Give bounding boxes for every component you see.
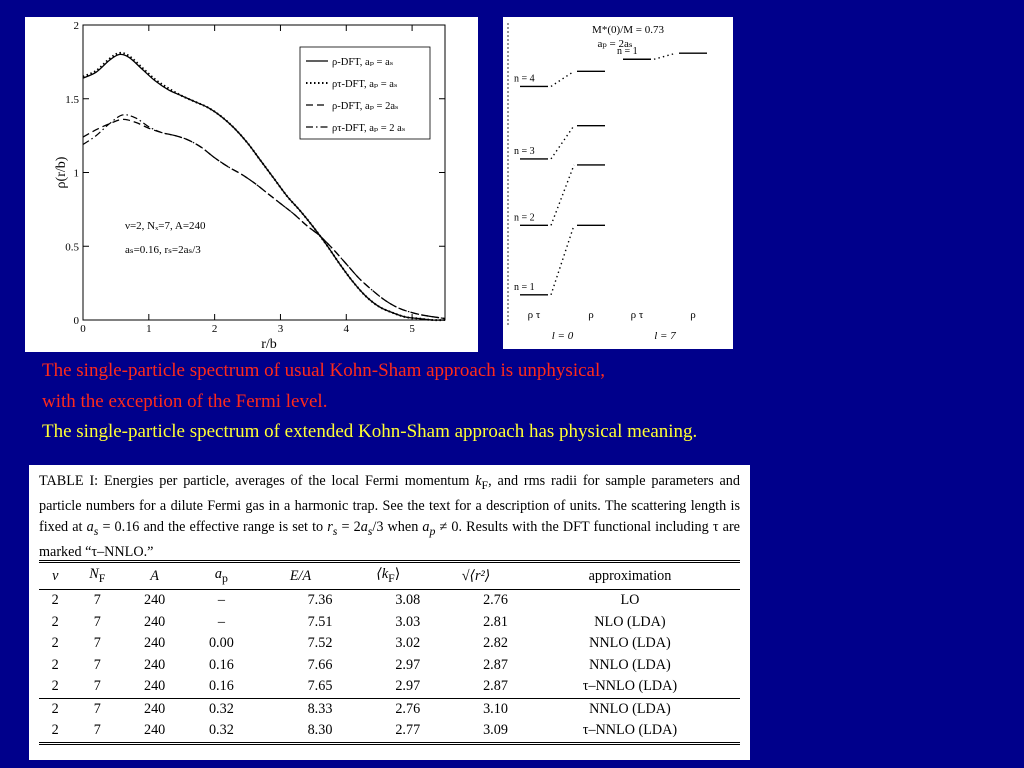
table-cell: NLO (LDA): [594, 613, 666, 630]
table-header-cell: approximation: [588, 567, 672, 584]
table-cell: 2: [51, 700, 59, 717]
level-column-label: ρ: [588, 309, 594, 321]
table-cell: 2.77: [395, 722, 421, 739]
table-header-cell: $⟨k_F⟩$: [376, 566, 401, 585]
table-cell: 0.16: [208, 656, 234, 673]
table-cell: 7.66: [307, 656, 333, 673]
table-cell: 3.03: [395, 613, 421, 630]
table-row: [39, 698, 740, 720]
table-cell: 3.08: [395, 592, 421, 609]
table-cell: NNLO (LDA): [589, 700, 671, 717]
level-label: n = 1: [514, 281, 535, 293]
table-cell: 7.52: [307, 635, 333, 652]
table-cell: 240: [143, 635, 166, 652]
params-annotation-1: ν=2, Nₓ=7, A=240: [125, 220, 206, 232]
table-cell: 7.36: [307, 592, 333, 609]
table-cell: τ–NNLO (LDA): [582, 722, 678, 739]
params-annotation-2: aₛ=0.16, rₛ=2aₛ/3: [125, 244, 201, 256]
table-cell: 3.10: [483, 700, 508, 717]
caption-line-3: The single-particle spectrum of extended Kohn-Sham approach has physical meaning.: [42, 421, 698, 442]
table-header-cell: $N_F$: [89, 566, 106, 585]
x-tick-label: 3: [277, 323, 284, 335]
x-tick-label: 4: [343, 323, 350, 335]
table-cell: 240: [143, 613, 166, 630]
table-cell: 7: [93, 678, 101, 695]
table-cell: 0.16: [208, 678, 234, 695]
table-cell: 7: [93, 592, 101, 609]
table-cell: 7.65: [307, 678, 333, 695]
table-cell: 240: [143, 722, 166, 739]
table-row: [39, 633, 740, 655]
y-tick-label: 2: [73, 20, 79, 32]
table-cell: –: [217, 613, 225, 630]
table-cell: NNLO (LDA): [589, 635, 671, 652]
table-cell: 0.32: [208, 722, 234, 739]
table-cell: 240: [143, 700, 166, 717]
table-cell: 7: [93, 613, 101, 630]
table-row: [39, 676, 740, 698]
x-tick-label: 2: [211, 323, 218, 335]
table-cell: 3.09: [483, 722, 508, 739]
y-axis-label: ρ(r/b): [54, 156, 69, 189]
table-cell: 2: [51, 613, 59, 630]
level-connector: [654, 53, 676, 59]
y-tick-label: 0: [73, 315, 79, 327]
level-connector: [551, 126, 574, 159]
table-cell: 2.76: [395, 700, 421, 717]
caption-line-1: The single-particle spectrum of usual Kohn-Sham approach is unphysical,: [42, 360, 605, 381]
level-label: n = 1: [617, 46, 638, 58]
table-row: [39, 655, 740, 677]
table-cell: 2.87: [483, 678, 508, 695]
table-caption: TABLE I: Energies per particle, averages of the local Fermi momentum $k_F$, and rms radii for sample parameters and particle numbers for a dilute Fermi gas in a harmonic trap. See the text for a description of units. The scattering length is fixed at $a_s = 0.16$ and the effective range is set to $r_s = 2a_s/3$ when $a_p \ne 0$. Results with the DFT functional including τ are marked “τ–NNLO.”: [39, 473, 740, 561]
table-cell: 240: [143, 678, 166, 695]
table-cell: 8.30: [307, 722, 333, 739]
table-header-cell: √⟨r²⟩: [461, 567, 491, 584]
series-line-4: [83, 115, 445, 319]
table-header-cell: A: [150, 567, 159, 584]
table-cell: τ–NNLO (LDA): [582, 678, 678, 695]
legend-label-3: ρ-DFT, aₚ = 2aₛ: [332, 101, 399, 112]
x-tick-label: 5: [409, 323, 415, 335]
table-row: [39, 612, 740, 634]
density-profile-svg: [25, 17, 478, 352]
level-label: n = 3: [514, 145, 535, 157]
level-column-label: ρ: [690, 309, 696, 321]
table-cell: 2.97: [395, 678, 421, 695]
level-spectrum-diagram: [503, 17, 733, 349]
level-group-label: l = 7: [654, 330, 676, 342]
y-tick-label: 0.5: [65, 241, 79, 254]
table-cell: 2.82: [483, 635, 508, 652]
table-cell: 7: [93, 656, 101, 673]
level-label: n = 2: [514, 212, 535, 224]
table-cell: 2: [51, 678, 59, 695]
level-connector: [551, 225, 574, 294]
table-cell: NNLO (LDA): [589, 656, 671, 673]
table-row: [39, 720, 740, 743]
table-cell: 3.02: [395, 635, 421, 652]
table-row: [39, 590, 740, 612]
table-cell: 2.76: [483, 592, 508, 609]
level-group-label: l = 0: [551, 330, 574, 342]
level-label: n = 4: [514, 73, 535, 85]
results-table-panel: [29, 465, 750, 760]
level-title-1: M*(0)/M = 0.73: [592, 24, 664, 36]
caption-line-2: with the exception of the Fermi level.: [42, 391, 328, 412]
y-tick-label: 1: [73, 167, 79, 180]
table-cell: 240: [143, 592, 166, 609]
level-column-label: ρ τ: [630, 309, 644, 321]
table-cell: 2: [51, 635, 59, 652]
level-connector: [551, 71, 574, 86]
legend-label-1: ρ-DFT, aₚ = aₛ: [332, 57, 394, 68]
level-spectrum-svg: [503, 17, 733, 349]
y-tick-label: 1.5: [65, 93, 79, 106]
table-cell: 0.00: [208, 635, 234, 652]
legend-label-4: ρτ-DFT, aₚ = 2 aₛ: [332, 123, 406, 134]
level-title-2: aₚ = 2aₛ: [597, 38, 633, 50]
table-cell: 2.81: [483, 613, 508, 630]
table-header-cell: $a_p$: [214, 566, 228, 585]
table-cell: 2: [51, 722, 59, 739]
table-header-row: [39, 562, 740, 590]
table-cell: 7: [93, 700, 101, 717]
x-tick-label: 1: [146, 323, 152, 335]
table-cell: –: [217, 592, 225, 609]
level-connector: [551, 165, 574, 225]
table-header-cell: E/A: [289, 567, 312, 584]
x-axis-label: r/b: [261, 337, 277, 352]
table-body-group-2: [39, 698, 740, 743]
table-cell: 0.32: [208, 700, 234, 717]
table-cell: 7: [93, 722, 101, 739]
table-cell: 2: [51, 656, 59, 673]
results-table: [39, 560, 740, 745]
table-cell: 8.33: [307, 700, 333, 717]
table-cell: 2: [51, 592, 59, 609]
series-line-3: [83, 119, 445, 318]
table-cell: 2.97: [395, 656, 421, 673]
table-cell: 240: [143, 656, 166, 673]
table-cell: 7: [93, 635, 101, 652]
legend-label-2: ρτ-DFT, aₚ = aₛ: [332, 79, 398, 90]
table-cell: 2.87: [483, 656, 508, 673]
x-tick-label: 0: [80, 323, 86, 335]
table-cell: 7.51: [307, 613, 333, 630]
table-cell: LO: [620, 592, 640, 609]
level-column-label: ρ τ: [527, 309, 541, 321]
density-profile-chart: [25, 17, 478, 352]
table-body-group-1: [39, 590, 740, 699]
table-header-cell: ν: [52, 567, 59, 584]
